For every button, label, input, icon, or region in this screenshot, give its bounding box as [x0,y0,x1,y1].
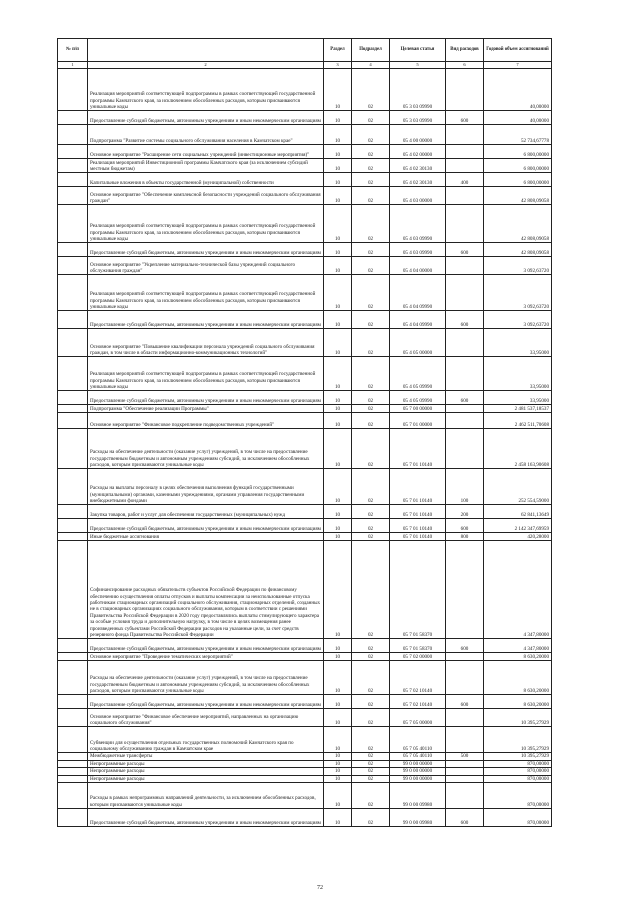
row-subsection: 02 [352,775,390,782]
row-name: Непрограммные расходы [88,775,324,782]
row-name: Расходы на обеспечение деятельности (оказание услуг) учреждений, в том числе на предоставление государственным бюджетным и автономным учреждениям субсидий, за исключением обособленных расходов, которым присваиваются уникальные коды [88,661,324,695]
row-subsection: 02 [352,661,390,695]
row-target-article: 99 0 00 00000 [390,768,446,775]
table-row [58,159,552,173]
row-amount: 252 554,59000 [484,469,552,505]
row-name: Межбюджетные трансферты [88,753,324,760]
row-index [58,145,88,159]
row-expense-type [446,187,484,205]
row-expense-type: 600 [446,519,484,533]
row-section: 10 [324,809,352,827]
row-index [58,469,88,505]
row-section: 10 [324,173,352,187]
table-row [58,533,552,541]
row-name: Основное мероприятие "Обеспечение комплексной безопасности учреждений социального обслуживания граждан" [88,187,324,205]
column-number: 2 [88,62,324,69]
row-section: 10 [324,329,352,357]
row-expense-type [446,329,484,357]
row-amount: 870,00000 [484,775,552,782]
table-row [58,329,552,357]
row-subsection: 02 [352,541,390,639]
row-amount: 42 808,09058 [484,187,552,205]
row-name: Предоставление субсидий бюджетным, автономным учреждениям и иным некоммерческим организациям [88,391,324,405]
row-amount: 42 808,09058 [484,243,552,257]
table-row [58,173,552,187]
row-index [58,768,88,775]
row-amount: 8 630,20000 [484,653,552,661]
table-row [58,760,552,767]
row-subsection: 02 [352,639,390,653]
row-amount: 4 347,80000 [484,541,552,639]
row-expense-type [446,727,484,753]
row-section: 10 [324,469,352,505]
row-section: 10 [324,413,352,429]
row-section: 10 [324,639,352,653]
row-subsection: 02 [352,257,390,275]
row-name: Непрограммные расходы [88,760,324,767]
header-target-article: Целевая статья [390,39,446,62]
table-row [58,111,552,125]
row-subsection: 02 [352,709,390,727]
row-subsection: 02 [352,533,390,541]
row-section: 10 [324,257,352,275]
row-index [58,275,88,311]
row-expense-type [446,69,484,111]
row-subsection: 02 [352,809,390,827]
row-target-article: 99 0 00 09980 [390,809,446,827]
row-amount: 2 462 511,70608 [484,413,552,429]
row-name: Расходы на обеспечение деятельности (оказание услуг) учреждений, в том числе на предоставление государственным бюджетным и автономным учреждениям субсидий, за исключением обособленных расходов, которым присваиваются уникальные коды [88,429,324,469]
row-name: Расходы на выплаты персоналу в целях обеспечения выполнения функций государственными (муниципальными) органами, казенными учреждениями, органами управления государственными внебюджетными фондами [88,469,324,505]
row-section: 10 [324,357,352,391]
row-target-article: 05 4 02 00000 [390,145,446,159]
row-index [58,311,88,329]
table-body [58,69,552,827]
row-amount: 3 092,63720 [484,311,552,329]
table-row [58,541,552,639]
row-target-article: 05 4 05 00000 [390,329,446,357]
row-name: Реализация мероприятий соответствующей подпрограммы в рамках соответствующей государственной программы Камчатского края, за исключением обособленных расходов, которым присваиваются уникальные коды [88,357,324,391]
row-index [58,753,88,760]
row-name: Реализация мероприятий соответствующей подпрограммы в рамках соответствующей государственной программы Камчатского края, за исключением обособленных расходов, которым присваиваются уникальные коды [88,205,324,243]
row-subsection: 02 [352,329,390,357]
row-name: Подпрограмма "Развитие системы социального обслуживания населения в Камчатском крае" [88,125,324,145]
column-number: 3 [324,62,352,69]
row-subsection: 02 [352,275,390,311]
row-expense-type [446,653,484,661]
table-row [58,653,552,661]
row-section: 10 [324,275,352,311]
row-expense-type [446,145,484,159]
row-expense-type [446,205,484,243]
row-name: Основное мероприятие "Проведение тематических мероприятий" [88,653,324,661]
table-row [58,405,552,413]
row-amount: 10 395,27929 [484,753,552,760]
row-index [58,357,88,391]
row-section: 10 [324,533,352,541]
table-row [58,768,552,775]
row-target-article: 99 0 00 00000 [390,760,446,767]
row-subsection: 02 [352,125,390,145]
row-subsection: 02 [352,695,390,709]
table-row [58,709,552,727]
row-section: 10 [324,760,352,767]
table-row [58,145,552,159]
row-index [58,257,88,275]
row-subsection: 02 [352,519,390,533]
row-section: 10 [324,541,352,639]
row-section: 10 [324,653,352,661]
row-index [58,243,88,257]
row-subsection: 02 [352,145,390,159]
row-amount: 870,00000 [484,760,552,767]
row-target-article: 05 4 04 09990 [390,311,446,329]
row-expense-type [446,159,484,173]
row-target-article: 05 7 01 10140 [390,519,446,533]
row-index [58,533,88,541]
row-section: 10 [324,783,352,809]
row-target-article: 05 7 05 00000 [390,709,446,727]
row-index [58,809,88,827]
row-index [58,187,88,205]
row-index [58,727,88,753]
row-subsection: 02 [352,760,390,767]
budget-table [57,38,552,827]
row-amount: 4 347,80000 [484,639,552,653]
row-target-article: 05 3 03 09990 [390,69,446,111]
row-index [58,159,88,173]
row-amount: 6 800,00000 [484,159,552,173]
row-subsection: 02 [352,243,390,257]
row-amount: 40,00000 [484,111,552,125]
table-row [58,775,552,782]
row-subsection: 02 [352,391,390,405]
row-expense-type: 200 [446,505,484,519]
row-subsection: 02 [352,311,390,329]
row-target-article: 05 4 02 30130 [390,159,446,173]
row-subsection: 02 [352,405,390,413]
row-index [58,775,88,782]
column-number: 1 [58,62,88,69]
table-row [58,519,552,533]
row-target-article: 05 4 04 09990 [390,275,446,311]
row-name: Софинансирование расходных обязательств субъектов Российской Федерации по финансовому обеспечению осуществления оплаты отпусков и выплаты компенсации за неиспользованные отпуска работникам стационарных организаций социального обслуживания, стационарных отделений, созданных не в стационарных организациях социального обслуживания, которым в соответствии с решениями Правительства Российской Федерации в 2020 году предоставлялись выплаты стимулирующего характера за особые условия труда и дополнительную нагрузку, в том числе в целях возмещения ранее произведенных субъектами Российской Федерации расходов на указанные цели, за счет средств резервного фонда Правительства Российской Федерации [88,541,324,639]
row-name: Предоставление субсидий бюджетным, автономным учреждениям и иным некоммерческим организациям [88,111,324,125]
row-subsection: 02 [352,159,390,173]
row-expense-type: 800 [446,533,484,541]
row-target-article: 05 7 05 40110 [390,727,446,753]
row-expense-type: 600 [446,111,484,125]
row-subsection: 02 [352,469,390,505]
row-section: 10 [324,111,352,125]
row-target-article: 05 7 05 40110 [390,753,446,760]
row-target-article: 05 7 01 58370 [390,541,446,639]
row-amount: 3 092,63720 [484,257,552,275]
row-target-article: 05 4 03 09990 [390,243,446,257]
row-name: Основное мероприятие "Повышение квалификации персонала учреждений социального обслуживания граждан, в том числе в области информационно-коммуникационных технологий" [88,329,324,357]
row-expense-type [446,429,484,469]
row-expense-type [446,709,484,727]
table-row [58,505,552,519]
row-target-article: 05 7 01 10140 [390,533,446,541]
row-name: Предоставление субсидий бюджетным, автономным учреждениям и иным некоммерческим организациям [88,809,324,827]
row-name: Предоставление субсидий бюджетным, автономным учреждениям и иным некоммерческим организациям [88,519,324,533]
row-target-article: 99 0 00 09980 [390,783,446,809]
row-section: 10 [324,709,352,727]
table-row [58,187,552,205]
row-name: Предоставление субсидий бюджетным, автономным учреждениям и иным некоммерческим организациям [88,695,324,709]
row-target-article: 05 4 00 00000 [390,125,446,145]
table-header-row [58,39,552,62]
row-name: Предоставление субсидий бюджетным, автономным учреждениям и иным некоммерческим организациям [88,639,324,653]
row-index [58,653,88,661]
table-row [58,783,552,809]
row-expense-type [446,125,484,145]
row-expense-type: 600 [446,391,484,405]
row-expense-type [446,257,484,275]
row-section: 10 [324,505,352,519]
row-name: Предоставление субсидий бюджетным, автономным учреждениям и иным некоммерческим организациям [88,311,324,329]
row-name: Расходы в рамках непрограммных направлений деятельности, за исключением обособленных расходов, которым присваиваются уникальные коды [88,783,324,809]
table-row [58,809,552,827]
row-name: Капитальные вложения в объекты государственной (муниципальной) собственности [88,173,324,187]
row-name: Основное мероприятие "Финансовое обеспечение мероприятий, направленных на организацию социального обслуживания" [88,709,324,727]
header-subsection: Подраздел [352,39,390,62]
row-expense-type: 600 [446,311,484,329]
row-target-article: 05 7 00 00000 [390,405,446,413]
row-section: 10 [324,727,352,753]
table-row [58,311,552,329]
table-row [58,257,552,275]
row-section: 10 [324,768,352,775]
row-expense-type: 400 [446,173,484,187]
row-name: Реализация мероприятий соответствующей подпрограммы в рамках соответствующей государственной программы Камчатского края, за исключением обособленных расходов, которым присваиваются уникальные коды [88,275,324,311]
row-index [58,760,88,767]
row-target-article: 05 4 04 00000 [390,257,446,275]
row-expense-type [446,357,484,391]
row-expense-type: 600 [446,639,484,653]
row-expense-type [446,760,484,767]
row-amount: 10 395,27929 [484,727,552,753]
row-index [58,639,88,653]
row-index [58,329,88,357]
row-amount: 10 395,27929 [484,709,552,727]
row-index [58,519,88,533]
row-amount: 2 481 537,18537 [484,405,552,413]
row-subsection: 02 [352,205,390,243]
row-expense-type [446,661,484,695]
row-expense-type [446,775,484,782]
column-number: 6 [446,62,484,69]
table-row [58,753,552,760]
row-section: 10 [324,695,352,709]
row-amount: 8 630,20000 [484,695,552,709]
row-amount: 6 800,00000 [484,173,552,187]
table-row [58,727,552,753]
row-name: Непрограммные расходы [88,768,324,775]
column-number: 4 [352,62,390,69]
row-expense-type [446,405,484,413]
row-target-article: 05 7 01 10140 [390,469,446,505]
header-name [88,39,324,62]
row-subsection: 02 [352,653,390,661]
row-name: Подпрограмма "Обеспечение реализации Программы" [88,405,324,413]
row-target-article: 05 7 02 10140 [390,661,446,695]
row-amount: 2 458 163,90608 [484,429,552,469]
row-amount: 2 142 347,69959 [484,519,552,533]
row-index [58,413,88,429]
row-index [58,783,88,809]
row-section: 10 [324,519,352,533]
row-name: Основное мероприятие "Расширение сети социальных учреждений (инвестиционные мероприятия)" [88,145,324,159]
row-amount: 8 630,20000 [484,661,552,695]
row-target-article: 05 4 05 09990 [390,357,446,391]
row-subsection: 02 [352,505,390,519]
row-name: Закупка товаров, работ и услуг для обеспечения государственных (муниципальных) нужд [88,505,324,519]
row-subsection: 02 [352,69,390,111]
row-index [58,111,88,125]
row-subsection: 02 [352,783,390,809]
table-row [58,413,552,429]
row-subsection: 02 [352,429,390,469]
row-section: 10 [324,405,352,413]
row-name: Субвенции для осуществления отдельных государственных полномочий Камчатского края по социальному обслуживанию граждан в Камчатском крае [88,727,324,753]
row-name: Предоставление субсидий бюджетным, автономным учреждениям и иным некоммерческим организациям [88,243,324,257]
row-index [58,125,88,145]
row-index [58,695,88,709]
row-section: 10 [324,145,352,159]
row-index [58,541,88,639]
row-section: 10 [324,69,352,111]
row-section: 10 [324,753,352,760]
table-row [58,275,552,311]
row-target-article: 05 7 02 10140 [390,695,446,709]
row-amount: 42 808,09058 [484,205,552,243]
row-expense-type: 600 [446,243,484,257]
row-section: 10 [324,775,352,782]
row-amount: 870,00000 [484,768,552,775]
row-target-article: 99 0 00 00000 [390,775,446,782]
column-number: 5 [390,62,446,69]
row-target-article: 05 7 02 00000 [390,653,446,661]
column-number: 7 [484,62,552,69]
row-name: Иные бюджетные ассигнования [88,533,324,541]
table-row [58,243,552,257]
row-index [58,661,88,695]
row-target-article: 05 4 03 00000 [390,187,446,205]
row-subsection: 02 [352,173,390,187]
row-subsection: 02 [352,768,390,775]
row-target-article: 05 3 03 09990 [390,111,446,125]
row-section: 10 [324,125,352,145]
row-subsection: 02 [352,111,390,125]
row-section: 10 [324,159,352,173]
row-expense-type [446,541,484,639]
table-row [58,391,552,405]
row-name: Основное мероприятие "Укрепление материально-технической базы учреждений социального обслуживания граждан" [88,257,324,275]
row-amount: 40,00000 [484,69,552,111]
row-subsection: 02 [352,753,390,760]
row-index [58,405,88,413]
row-section: 10 [324,205,352,243]
row-amount: 62 841,13649 [484,505,552,519]
table-row [58,205,552,243]
header-index: № п/п [58,39,88,62]
row-subsection: 02 [352,413,390,429]
row-index [58,391,88,405]
row-target-article: 05 7 01 58370 [390,639,446,653]
row-section: 10 [324,243,352,257]
row-index [58,69,88,111]
row-index [58,205,88,243]
row-expense-type: 600 [446,809,484,827]
row-section: 10 [324,187,352,205]
row-amount: 33,95000 [484,357,552,391]
table-row [58,639,552,653]
table-row [58,125,552,145]
row-amount: 33,95000 [484,391,552,405]
header-expense-type: Вид расходов [446,39,484,62]
row-target-article: 05 7 01 10140 [390,429,446,469]
row-section: 10 [324,311,352,329]
row-index [58,505,88,519]
table-row [58,469,552,505]
page-number: 72 [317,885,323,891]
table-row [58,357,552,391]
row-section: 10 [324,429,352,469]
row-subsection: 02 [352,187,390,205]
row-index [58,709,88,727]
row-section: 10 [324,391,352,405]
row-amount: 420,28000 [484,533,552,541]
table-row [58,661,552,695]
row-amount: 870,00000 [484,809,552,827]
row-target-article: 05 4 02 30130 [390,173,446,187]
row-amount: 33,95000 [484,329,552,357]
row-section: 10 [324,661,352,695]
row-expense-type: 600 [446,695,484,709]
table-row [58,695,552,709]
row-subsection: 02 [352,357,390,391]
row-expense-type: 100 [446,469,484,505]
row-index [58,173,88,187]
header-annual-amount: Годовой объем ассигнований [484,39,552,62]
row-name: Основное мероприятие "Финансовое подкрепление подведомственных учреждений" [88,413,324,429]
row-amount: 52 734,67778 [484,125,552,145]
row-target-article: 05 4 03 09990 [390,205,446,243]
row-target-article: 05 4 05 09990 [390,391,446,405]
row-name: Реализация мероприятий соответствующей подпрограммы в рамках соответствующей государственной программы Камчатского края, за исключением обособленных расходов, которым присваиваются уникальные коды [88,69,324,111]
row-index [58,429,88,469]
row-expense-type [446,413,484,429]
row-expense-type [446,768,484,775]
column-number-row [58,62,552,69]
row-target-article: 05 7 01 10140 [390,505,446,519]
table-row [58,429,552,469]
header-section: Раздел [324,39,352,62]
row-expense-type: 500 [446,753,484,760]
row-name: Реализация мероприятий Инвестиционной программы Камчатского края (за исключением субсидий местным бюджетам) [88,159,324,173]
row-expense-type [446,275,484,311]
row-amount: 3 092,63720 [484,275,552,311]
row-amount: 6 800,00000 [484,145,552,159]
row-expense-type [446,783,484,809]
row-amount: 870,00000 [484,783,552,809]
row-subsection: 02 [352,727,390,753]
row-target-article: 05 7 01 00000 [390,413,446,429]
table-row [58,69,552,111]
